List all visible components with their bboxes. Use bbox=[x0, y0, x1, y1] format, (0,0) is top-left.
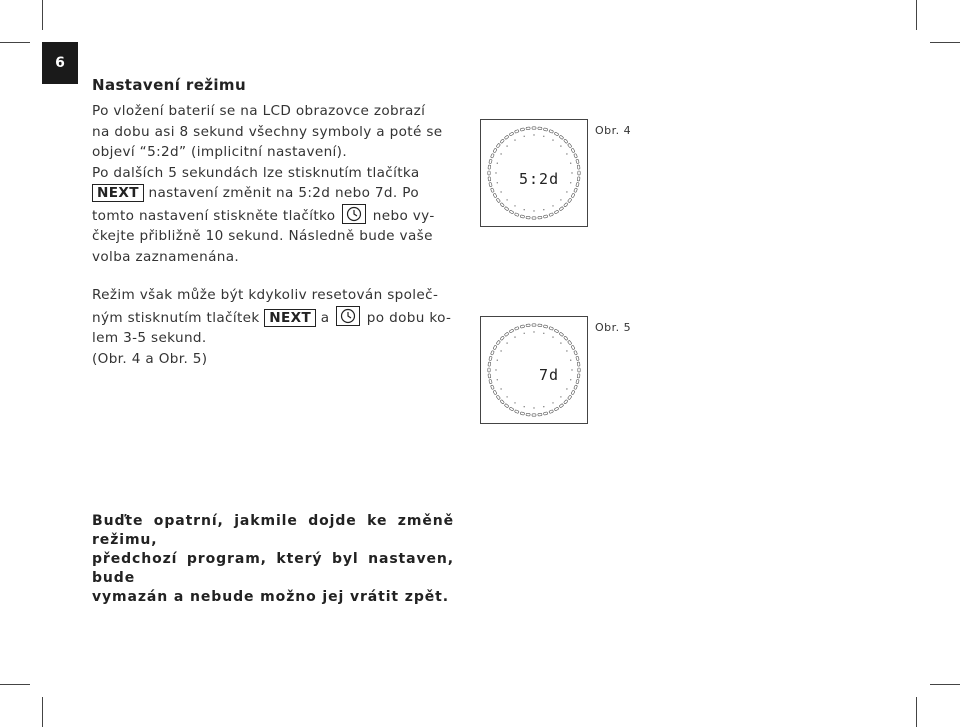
text-line: po dobu ko- bbox=[366, 309, 452, 326]
text-line: předchozí program, který byl nastaven, bude bbox=[92, 551, 454, 586]
dial-segment bbox=[520, 412, 524, 415]
dial-segment bbox=[564, 400, 569, 405]
dial-segment bbox=[514, 130, 519, 134]
dial-hour-tick bbox=[570, 182, 571, 183]
dial-hour-tick bbox=[495, 172, 496, 173]
dial-segment bbox=[514, 327, 519, 331]
text-line: volba zaznamenána. bbox=[92, 248, 240, 265]
dial-segment bbox=[538, 324, 542, 327]
dial-hour-tick bbox=[514, 205, 515, 206]
section-title: Nastavení režimu bbox=[92, 76, 247, 94]
text-line: objeví “5:2d” (implicitní nastavení). bbox=[92, 144, 348, 160]
dial-hour-tick bbox=[552, 139, 553, 140]
dial-segment bbox=[493, 193, 497, 198]
dial-hour-tick bbox=[566, 350, 567, 351]
dial-hour-tick bbox=[566, 388, 567, 389]
dial-segment bbox=[509, 132, 514, 136]
crop-mark bbox=[930, 42, 960, 43]
dial-segment bbox=[568, 143, 572, 148]
dial-hour-tick bbox=[500, 153, 501, 154]
dial-hour-tick bbox=[543, 333, 544, 334]
dial-segment bbox=[488, 362, 491, 366]
dial-segment bbox=[554, 329, 559, 333]
dial-segment bbox=[493, 148, 497, 153]
dial-segment bbox=[549, 130, 554, 134]
dial-hour-tick bbox=[497, 379, 498, 380]
dial-hour-tick bbox=[497, 182, 498, 183]
text-line: Po dalších 5 sekundách lze stisknutím tlačítka bbox=[92, 164, 420, 181]
dial-segment bbox=[488, 171, 490, 175]
dial-segment bbox=[496, 395, 500, 400]
dial-segment bbox=[514, 410, 519, 414]
dial-hour-tick bbox=[570, 163, 571, 164]
dial-hour-tick bbox=[524, 136, 525, 137]
dial-segment bbox=[504, 332, 509, 336]
lcd-figure-5 bbox=[480, 316, 588, 424]
crop-mark bbox=[0, 42, 30, 43]
text-line: nastavení změnit na 5:2d nebo 7d. Po bbox=[148, 185, 419, 201]
dial-segment bbox=[574, 188, 578, 193]
timer-dial-icon bbox=[481, 317, 587, 423]
dial-segment bbox=[526, 324, 530, 327]
text-line: lem 3-5 sekund. bbox=[92, 330, 207, 346]
dial-segment bbox=[488, 177, 491, 181]
dial-segment bbox=[543, 215, 547, 218]
dial-hour-tick bbox=[571, 369, 572, 370]
dial-segment bbox=[500, 400, 505, 405]
crop-mark bbox=[916, 0, 917, 30]
dial-hour-tick bbox=[552, 336, 553, 337]
dial-hour-tick bbox=[552, 402, 553, 403]
dial-segment bbox=[520, 325, 524, 328]
clock-icon bbox=[342, 204, 366, 224]
dial-segment bbox=[559, 207, 564, 211]
dial-hour-tick bbox=[560, 396, 561, 397]
dial-segment bbox=[559, 332, 564, 336]
dial-hour-tick bbox=[506, 396, 507, 397]
dial-segment bbox=[564, 139, 569, 144]
dial-segment bbox=[520, 128, 524, 131]
dial-hour-tick bbox=[514, 402, 515, 403]
dial-segment bbox=[577, 177, 580, 181]
dial-hour-tick bbox=[543, 209, 544, 210]
crop-mark bbox=[0, 684, 30, 685]
dial-hour-tick bbox=[543, 406, 544, 407]
dial-segment bbox=[526, 216, 530, 219]
dial-segment bbox=[489, 182, 492, 186]
dial-segment bbox=[491, 350, 495, 355]
dial-segment bbox=[493, 345, 497, 350]
dial-segment bbox=[496, 198, 500, 203]
dial-segment bbox=[576, 356, 579, 360]
dial-segment bbox=[532, 217, 536, 219]
dial-segment bbox=[578, 368, 580, 372]
dial-segment bbox=[509, 329, 514, 333]
dial-hour-tick bbox=[566, 153, 567, 154]
dial-segment bbox=[500, 203, 505, 208]
dial-segment bbox=[576, 379, 579, 383]
clock-icon bbox=[336, 306, 360, 326]
dial-segment bbox=[564, 336, 569, 341]
dial-segment bbox=[538, 216, 542, 219]
text-line: a bbox=[320, 309, 330, 326]
dial-segment bbox=[559, 135, 564, 139]
dial-segment bbox=[509, 407, 514, 411]
dial-segment bbox=[571, 148, 575, 153]
text-line: Po vložení baterií se na LCD obrazovce zobrazí bbox=[92, 103, 426, 119]
text-line: tomto nastavení stiskněte tlačítko bbox=[92, 207, 336, 224]
text-line: ným stisknutím tlačítek bbox=[92, 309, 260, 326]
dial-hour-tick bbox=[500, 388, 501, 389]
dial-segment bbox=[549, 410, 554, 414]
dial-hour-tick bbox=[506, 199, 507, 200]
dial-segment bbox=[504, 404, 509, 408]
lcd-display-value: 7d bbox=[539, 366, 560, 384]
text-line: čkejte přibližně 10 sekund. Následně bude vaše bbox=[92, 228, 433, 244]
lcd-figure-4 bbox=[480, 119, 588, 227]
dial-segment bbox=[488, 374, 491, 378]
dial-segment bbox=[491, 188, 495, 193]
dial-segment bbox=[532, 127, 536, 129]
dial-hour-tick bbox=[533, 134, 534, 135]
dial-segment bbox=[568, 395, 572, 400]
dial-segment bbox=[543, 128, 547, 131]
dial-segment bbox=[509, 210, 514, 214]
dial-segment bbox=[532, 324, 536, 326]
dial-hour-tick bbox=[533, 331, 534, 332]
dial-segment bbox=[500, 139, 505, 144]
dial-segment bbox=[577, 374, 580, 378]
dial-segment bbox=[491, 385, 495, 390]
dial-segment bbox=[538, 127, 542, 130]
dial-segment bbox=[554, 407, 559, 411]
text-line: (Obr. 4 a Obr. 5) bbox=[92, 350, 208, 367]
dial-segment bbox=[576, 182, 579, 186]
next-key-label: NEXT bbox=[264, 309, 316, 327]
dial-segment bbox=[549, 327, 554, 331]
dial-segment bbox=[532, 414, 536, 416]
text-line: na dobu asi 8 sekund všechny symboly a poté se bbox=[92, 123, 443, 140]
dial-hour-tick bbox=[560, 342, 561, 343]
dial-hour-tick bbox=[552, 205, 553, 206]
dial-segment bbox=[571, 193, 575, 198]
dial-segment bbox=[577, 165, 580, 169]
dial-hour-tick bbox=[533, 407, 534, 408]
dial-segment bbox=[526, 127, 530, 130]
dial-hour-tick bbox=[560, 199, 561, 200]
dial-segment bbox=[493, 390, 497, 395]
dial-hour-tick bbox=[570, 379, 571, 380]
dial-segment bbox=[496, 340, 500, 345]
dial-segment bbox=[576, 159, 579, 163]
dial-hour-tick bbox=[506, 342, 507, 343]
dial-hour-tick bbox=[500, 350, 501, 351]
dial-segment bbox=[520, 215, 524, 218]
dial-segment bbox=[564, 203, 569, 208]
dial-segment bbox=[526, 413, 530, 416]
dial-segment bbox=[491, 153, 495, 158]
dial-segment bbox=[559, 404, 564, 408]
dial-hour-tick bbox=[570, 360, 571, 361]
dial-segment bbox=[504, 135, 509, 139]
page-number: 6 bbox=[42, 42, 78, 84]
reset-paragraph bbox=[92, 285, 460, 369]
next-key-label: NEXT bbox=[92, 184, 144, 202]
dial-segment bbox=[554, 132, 559, 136]
dial-hour-tick bbox=[566, 191, 567, 192]
text-line: nebo vy- bbox=[372, 207, 435, 224]
crop-mark bbox=[930, 684, 960, 685]
crop-mark bbox=[42, 0, 43, 30]
dial-segment bbox=[574, 385, 578, 390]
dial-hour-tick bbox=[506, 145, 507, 146]
dial-segment bbox=[500, 336, 505, 341]
dial-segment bbox=[496, 143, 500, 148]
dial-segment bbox=[554, 210, 559, 214]
dial-segment bbox=[543, 412, 547, 415]
dial-segment bbox=[489, 356, 492, 360]
dial-segment bbox=[489, 379, 492, 383]
dial-hour-tick bbox=[524, 209, 525, 210]
intro-paragraph bbox=[92, 101, 460, 267]
dial-hour-tick bbox=[543, 136, 544, 137]
dial-segment bbox=[574, 350, 578, 355]
dial-hour-tick bbox=[514, 336, 515, 337]
dial-segment bbox=[571, 390, 575, 395]
dial-hour-tick bbox=[497, 360, 498, 361]
dial-hour-tick bbox=[560, 145, 561, 146]
dial-segment bbox=[504, 207, 509, 211]
dial-segment bbox=[489, 159, 492, 163]
text-line: vymazán a nebude možno jej vrátit zpět. bbox=[92, 589, 449, 605]
dial-segment bbox=[488, 165, 491, 169]
text-line: Buďte opatrní, jakmile dojde ke změně režimu, bbox=[92, 513, 454, 548]
dial-segment bbox=[568, 340, 572, 345]
dial-segment bbox=[538, 413, 542, 416]
lcd-display-value: 5:2d bbox=[519, 170, 560, 188]
dial-segment bbox=[488, 368, 490, 372]
figure-label: Obr. 5 bbox=[595, 321, 632, 334]
dial-segment bbox=[574, 153, 578, 158]
dial-segment bbox=[578, 171, 580, 175]
dial-hour-tick bbox=[524, 333, 525, 334]
dial-hour-tick bbox=[514, 139, 515, 140]
dial-hour-tick bbox=[571, 172, 572, 173]
dial-hour-tick bbox=[495, 369, 496, 370]
warning-note bbox=[92, 512, 454, 607]
dial-hour-tick bbox=[500, 191, 501, 192]
dial-segment bbox=[577, 362, 580, 366]
dial-segment bbox=[568, 198, 572, 203]
dial-hour-tick bbox=[524, 406, 525, 407]
dial-segment bbox=[571, 345, 575, 350]
dial-segment bbox=[549, 213, 554, 217]
dial-hour-tick bbox=[497, 163, 498, 164]
crop-mark bbox=[42, 697, 43, 727]
dial-segment bbox=[543, 325, 547, 328]
dial-segment bbox=[514, 213, 519, 217]
text-line: Režim však může být kdykoliv resetován společ- bbox=[92, 287, 439, 303]
crop-mark bbox=[916, 697, 917, 727]
figure-label: Obr. 4 bbox=[595, 124, 632, 137]
dial-hour-tick bbox=[533, 210, 534, 211]
